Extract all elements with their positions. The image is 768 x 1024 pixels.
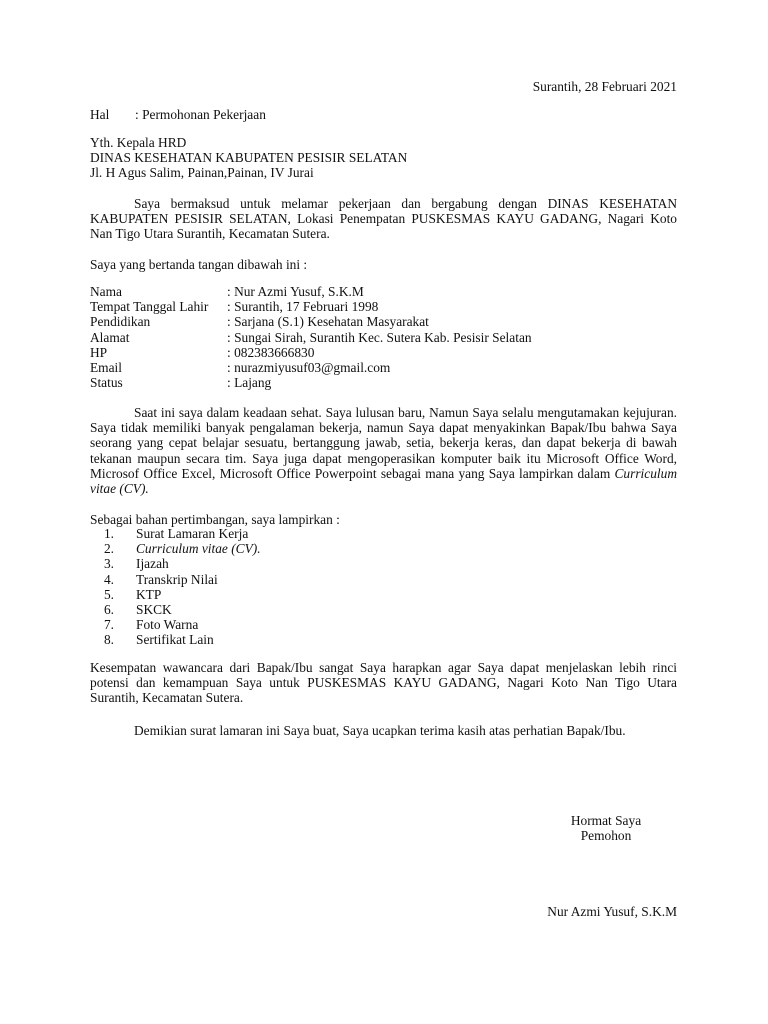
list-item bbox=[90, 541, 261, 556]
bio-key: Tempat Tanggal Lahir bbox=[90, 299, 209, 315]
list-item bbox=[90, 602, 261, 617]
list-number: 1. bbox=[103, 526, 114, 541]
subject-line bbox=[90, 107, 266, 122]
list-label: KTP bbox=[136, 586, 162, 602]
body-paragraph-italic: Curriculum vitae (CV). bbox=[90, 465, 677, 497]
bio-key: Pendidikan bbox=[90, 314, 151, 330]
bio-key: Alamat bbox=[90, 329, 130, 345]
list-item bbox=[90, 526, 261, 541]
opening-paragraph-text: Saya bermaksud untuk melamar pekerjaan dan bergabung dengan DINAS KESEHATAN KABUPATEN PESISIR SELATAN, Lokasi Penempatan PUSKESMAS KAYU GADANG, Nagari Koto Nan Tigo Utara Surantih, Kecamatan Sutera. bbox=[90, 196, 677, 242]
closing-role: Pemohon bbox=[580, 828, 632, 844]
list-label: Sertifikat Lain bbox=[136, 632, 214, 648]
bio-key: Status bbox=[90, 375, 123, 391]
body-paragraph bbox=[90, 405, 677, 496]
bio-row bbox=[90, 314, 532, 329]
bio-table bbox=[90, 284, 532, 390]
list-number: 3. bbox=[103, 556, 114, 572]
bio-key: Email bbox=[90, 360, 122, 376]
bio-value: : nurazmiyusuf03@gmail.com bbox=[227, 360, 391, 376]
bio-row bbox=[90, 360, 532, 375]
list-item bbox=[90, 572, 261, 587]
list-item bbox=[90, 556, 261, 571]
opening-paragraph bbox=[90, 196, 677, 242]
list-label: Curriculum vitae (CV). bbox=[136, 541, 261, 557]
body-paragraph-text: Saat ini saya dalam keadaan sehat. Saya lulusan baru, Namun Saya selalu mengutamakan kejujuran. Saya tidak memiliki banyak pengalaman bekerja, namun Saya dapat menyakinkan Bapak/Ibu bahwa Saya seorang yang cepat belajar sesuatu, bertanggung jawab, setia, bekerja keras, dan dapat bekerja di bawah tekanan maupun secara tim. Saya juga dapat mengoperasikan komputer baik itu Microsoft Office Word, Microsof Office Excel, Microsoft Office Powerpoint sebagai mana yang Saya lampirkan dalam bbox=[90, 405, 677, 481]
list-label: Foto Warna bbox=[136, 617, 199, 633]
bio-row bbox=[90, 330, 532, 345]
list-item bbox=[90, 587, 261, 602]
closing-block bbox=[566, 813, 646, 843]
bio-row bbox=[90, 284, 532, 299]
letter-page bbox=[90, 0, 677, 1024]
list-number: 6. bbox=[103, 602, 114, 618]
bio-value: : Nur Azmi Yusuf, S.K.M bbox=[227, 284, 364, 299]
intro-line: Saya yang bertanda tangan dibawah ini : bbox=[90, 257, 308, 272]
signature-name: Nur Azmi Yusuf, S.K.M bbox=[547, 904, 677, 919]
attachments-list bbox=[90, 526, 261, 648]
recipient-line: DINAS KESEHATAN KABUPATEN PESISIR SELATAN bbox=[90, 150, 408, 166]
list-label: Transkrip Nilai bbox=[136, 571, 218, 587]
subject-key: Hal bbox=[90, 107, 110, 122]
list-number: 4. bbox=[103, 571, 114, 587]
list-number: 7. bbox=[103, 617, 114, 633]
bio-row bbox=[90, 299, 532, 314]
list-label: SKCK bbox=[136, 602, 172, 618]
place-date: Surantih, 28 Februari 2021 bbox=[532, 79, 677, 94]
bio-value: : Sungai Sirah, Surantih Kec. Sutera Kab. Pesisir Selatan bbox=[227, 329, 532, 345]
list-number: 5. bbox=[103, 586, 114, 602]
attachments-intro: Sebagai bahan pertimbangan, saya lampirkan : bbox=[90, 512, 340, 527]
list-label: Surat Lamaran Kerja bbox=[136, 526, 249, 541]
recipient-line: Jl. H Agus Salim, Painan,Painan, IV Jurai bbox=[90, 165, 314, 181]
subject-value: : Permohonan Pekerjaan bbox=[135, 107, 266, 122]
closing-paragraph-text: Demikian surat lamaran ini Saya buat, Saya ucapkan terima kasih atas perhatian Bapak/Ibu. bbox=[134, 723, 626, 738]
list-item bbox=[90, 617, 261, 632]
bio-row bbox=[90, 375, 532, 390]
bio-value: : Sarjana (S.1) Kesehatan Masyarakat bbox=[227, 314, 429, 330]
bio-key: Nama bbox=[90, 284, 122, 299]
bio-row bbox=[90, 345, 532, 360]
closing-salutation: Hormat Saya bbox=[570, 813, 642, 828]
bio-value: : Lajang bbox=[227, 375, 272, 391]
recipient-line: Yth. Kepala HRD bbox=[90, 135, 187, 150]
closing-paragraph bbox=[90, 723, 677, 738]
recipient-block bbox=[90, 135, 407, 181]
list-item bbox=[90, 632, 261, 647]
bio-value: : 082383666830 bbox=[227, 344, 315, 360]
bio-value: : Surantih, 17 Februari 1998 bbox=[227, 299, 379, 315]
interview-paragraph: Kesempatan wawancara dari Bapak/Ibu sangat Saya harapkan agar Saya dapat menjelaskan lebih rinci potensi dan kemampuan Saya untuk PUSKESMAS KAYU GADANG, Nagari Koto Nan Tigo Utara Surantih, Kecamatan Sutera. bbox=[90, 660, 677, 706]
list-number: 2. bbox=[103, 541, 114, 557]
bio-key: HP bbox=[90, 344, 108, 360]
list-number: 8. bbox=[103, 632, 114, 648]
list-label: Ijazah bbox=[136, 556, 169, 572]
